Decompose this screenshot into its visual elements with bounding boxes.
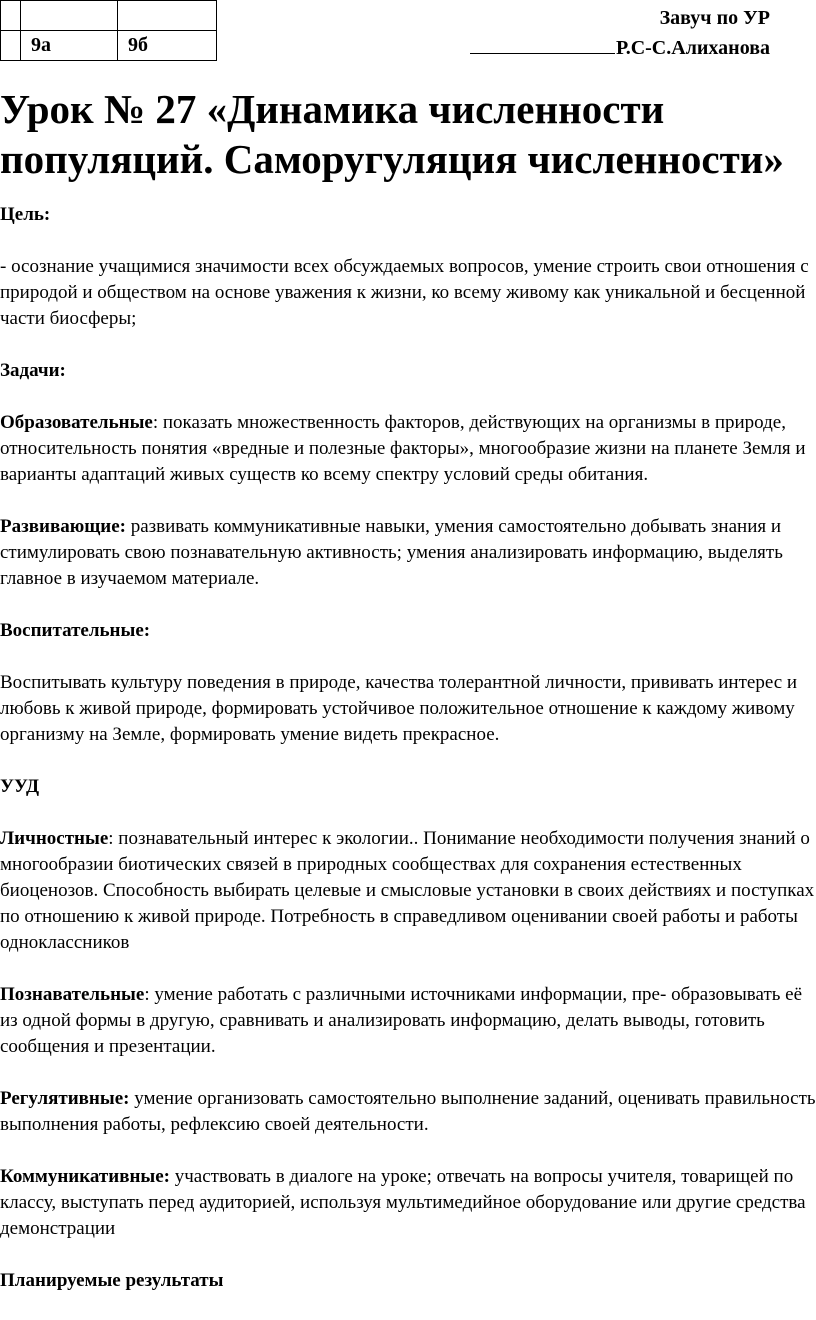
approval-title: Завуч по УР (659, 7, 770, 29)
approval-block (470, 4, 770, 63)
table-cell (1, 1, 21, 31)
class-9b-cell: 9б (118, 31, 217, 61)
class-9a-cell: 9а (21, 31, 118, 61)
goal-heading: Цель: (0, 204, 51, 225)
table-cell (118, 1, 217, 31)
tasks-heading: Задачи: (0, 360, 66, 381)
communicative-paragraph (0, 1164, 816, 1242)
cognitive-text: : умение работать с различными источниками информации, пре- образовывать её из одной формы в другую, сравнивать и анализировать информацию, делать выводы, готовить сообщения и презентации. (0, 984, 803, 1057)
table-cell (21, 1, 118, 31)
educational-label: Образовательные (0, 412, 153, 433)
uud-heading: УУД (0, 776, 40, 797)
lesson-content (0, 202, 816, 1320)
communicative-label: Коммуникативные: (0, 1166, 170, 1187)
cognitive-label: Познавательные (0, 984, 145, 1005)
upbringing-heading: Воспитательные: (0, 620, 151, 641)
regulatory-paragraph (0, 1086, 816, 1138)
regulatory-text: умение организовать самостоятельно выполнение заданий, оценивать правильность выполнения работы, рефлексию своей деятельности. (0, 1088, 816, 1135)
signature-line (470, 33, 615, 54)
educational-text: : показать множественность факторов, действующих на организмы в природе, относительность понятия «вредные и полезные факторы», многообразие жизни на планете Земля и варианты адаптаций живых существ ко всему спектру условий среды обитания. (0, 412, 806, 485)
approval-signature-row (470, 33, 770, 63)
developing-text: развивать коммуникативные навыки, умения самостоятельно добывать знания и стимулировать свою познавательную активность; умения анализировать информацию, выделять главное в изучаемом материале. (0, 516, 783, 589)
personal-text: : познавательный интерес к экологии.. Понимание необходимости получения знаний о многообразии биотических связей в природных сообществах для сохранения естественных биоценозов. Способность выбирать целевые и смысловые установки в своих действиях и поступках по отношению к живой природе. Потребность в справедливом оценивании своей работы и работы одноклассников (0, 828, 815, 953)
regulatory-label: Регулятивные: (0, 1088, 130, 1109)
results-heading: Планируемые результаты (0, 1270, 224, 1291)
educational-paragraph (0, 410, 816, 488)
table-cell (1, 31, 21, 61)
personal-paragraph (0, 826, 816, 956)
developing-paragraph (0, 514, 816, 592)
class-table (0, 0, 217, 61)
class-table-row (1, 31, 217, 61)
lesson-title: Урок № 27 «Динамика численности популяций. Саморугуляция численности» (0, 86, 784, 182)
upbringing-text: Воспитывать культуру поведения в природе, качества толерантной личности, прививать интерес и любовь к живой природе, формировать устойчивое положительное отношение к каждому живому организму на Земле, формировать умение видеть прекрасное. (0, 672, 798, 745)
goal-text: - осознание учащимися значимости всех обсуждаемых вопросов, умение строить свои отношения с природой и обществом на основе уважения к жизни, ко всему живому как уникальной и бесценной части биосферы; (0, 256, 809, 329)
cognitive-paragraph (0, 982, 816, 1060)
developing-label: Развивающие: (0, 516, 126, 537)
class-table-row (1, 1, 217, 31)
communicative-text: участвовать в диалоге на уроке; отвечать на вопросы учителя, товарищей по классу, выступать перед аудиторией, используя мультимедийное оборудование или другие средства демонстрации (0, 1166, 806, 1239)
personal-label: Личностные (0, 828, 109, 849)
approval-name: Р.С-С.Алиханова (615, 37, 770, 59)
